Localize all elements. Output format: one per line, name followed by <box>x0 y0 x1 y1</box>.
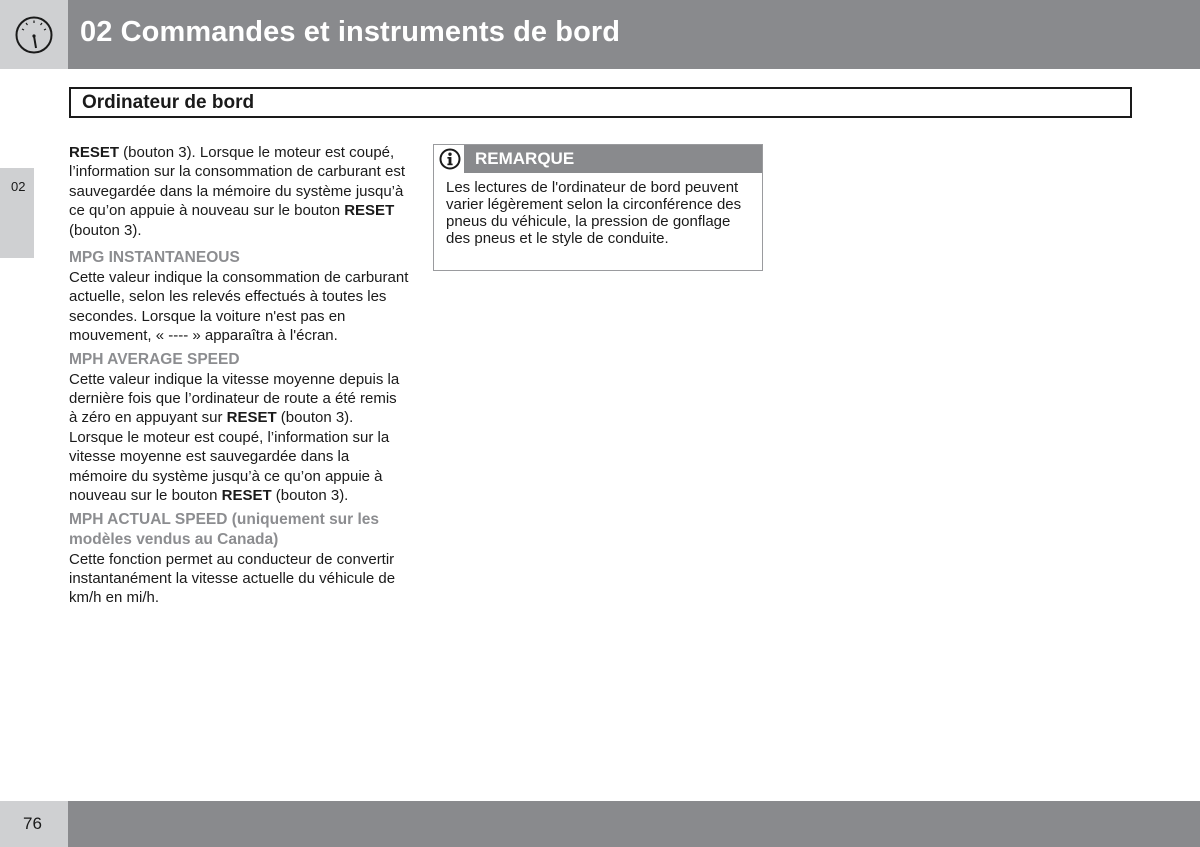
avg-text-1: Cette valeur indique la vitesse moyenne depuis la dernière fois que l’ordinateur de route a été remis à zéro en appuyant sur <box>69 370 400 427</box>
footer-bar <box>68 801 1200 847</box>
intro-text-2: (bouton 3). <box>69 221 142 239</box>
page-number: 76 <box>23 814 42 833</box>
reset-keyword: RESET <box>69 144 120 161</box>
note-icon-box <box>434 145 464 173</box>
note-box <box>433 144 763 271</box>
mpg-instantaneous-heading: MPG INSTANTANEOUS <box>69 249 240 267</box>
reset-keyword: RESET <box>226 409 277 427</box>
note-label: REMARQUE <box>475 149 575 168</box>
mph-average-speed-heading: MPH AVERAGE SPEED <box>69 350 240 368</box>
section-header <box>69 87 1132 118</box>
mph-actual-speed-text: Cette fonction permet au conducteur de convertir instantanément la vitesse actuelle du véhicule de km/h en mi/h. <box>69 550 396 607</box>
section-title: Ordinateur de bord <box>82 92 255 113</box>
speedometer-icon <box>14 15 54 55</box>
note-header <box>434 145 762 173</box>
mph-actual-speed-heading: MPH ACTUAL SPEED (uniquement sur les modèles vendus au Canada) <box>69 510 380 548</box>
left-column <box>69 143 409 608</box>
intro-paragraph <box>69 143 409 240</box>
page-number-box <box>0 801 68 847</box>
avg-text-2: (bouton 3). Lorsque le moteur est coupé, l’information sur la vitesse moyenne est sauvegardée dans la mémoire du système jusqu’à ce qu’on appuie à nouveau sur le bouton <box>69 409 390 505</box>
reset-keyword: RESET <box>344 202 395 220</box>
avg-text-3: (bouton 3). <box>271 487 349 505</box>
chapter-header <box>68 0 1200 69</box>
chapter-icon-box <box>0 0 68 69</box>
chapter-tab-label: 02 <box>11 179 26 194</box>
mpg-instantaneous-text: Cette valeur indique la consommation de carburant actuelle, selon les relevés effectués à toutes les secondes. Lorsque la voiture n'est pas en mouvement, « ---- » apparaîtra à l'écran. <box>69 269 409 345</box>
info-icon <box>439 147 461 171</box>
chapter-side-tab <box>0 168 34 258</box>
intro-text-1: (bouton 3). Lorsque le moteur est coupé, l’information sur la consommation de carburant est sauvegardée dans la mémoire du système jusqu’à ce qu’on appuie à nouveau sur le bouton <box>69 144 405 220</box>
chapter-title: 02 Commandes et instruments de bord <box>80 16 621 48</box>
mph-average-speed-text <box>69 370 409 506</box>
reset-keyword: RESET <box>221 487 272 505</box>
note-text: Les lectures de l'ordinateur de bord peuvent varier légèrement selon la circonférence des pneus du véhicule, la pression de gonflage des pneus et le style de conduite. <box>446 179 742 247</box>
